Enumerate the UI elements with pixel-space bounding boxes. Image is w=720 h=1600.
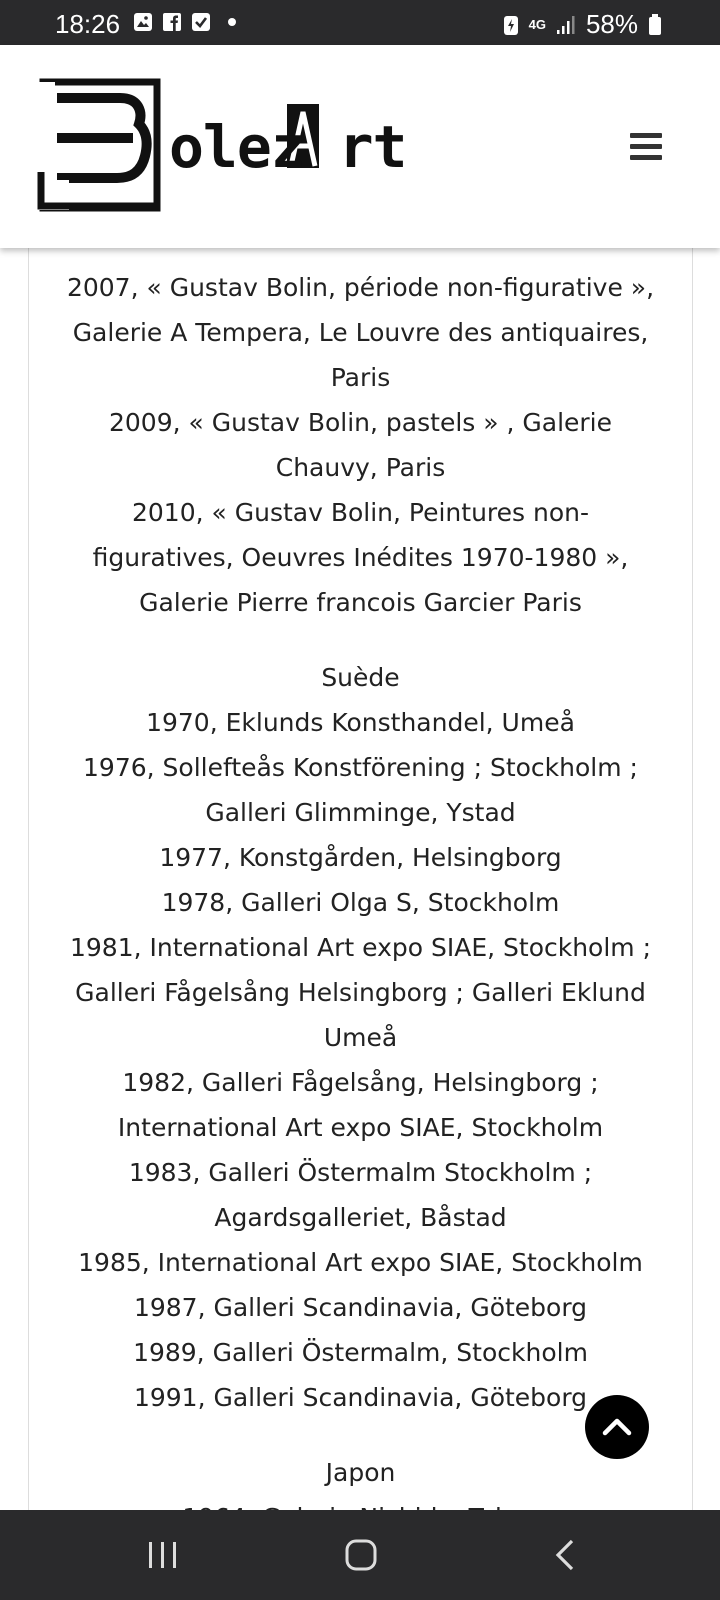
- logo-wordmark: olez rt: [169, 113, 407, 181]
- chevron-up-icon: [585, 1395, 649, 1459]
- checkbox-icon: [191, 12, 211, 32]
- hamburger-menu-icon[interactable]: [630, 133, 664, 161]
- status-bar: [0, 0, 720, 45]
- home-button[interactable]: [342, 1538, 382, 1572]
- list-item: 1981, International Art expo SIAE, Stockholm ; Galleri Fågelsång Helsingborg ; Galleri Eklund Umeå: [69, 933, 652, 1052]
- scroll-to-top-button[interactable]: [585, 1395, 649, 1459]
- back-button[interactable]: [548, 1538, 588, 1572]
- list-item: 2007, « Gustav Bolin, période non-figurative », Galerie A Tempera, Le Louvre des antiquaires, Paris: [66, 273, 655, 392]
- list-item: 2010, « Gustav Bolin, Peintures non-figuratives, Oeuvres Inédites 1970-1980 », Galerie Pierre francois Garcier Paris: [92, 498, 629, 617]
- exhibitions-list: [29, 220, 692, 1540]
- section-heading-sweden: Suède: [321, 663, 400, 692]
- battery-percent: 58%: [585, 9, 638, 39]
- home-icon: [342, 1538, 382, 1572]
- list-item: 1985, International Art expo SIAE, Stockholm: [78, 1248, 643, 1277]
- list-item: 1978, Galleri Olga S, Stockholm: [161, 888, 560, 917]
- list-item: 1976, Sollefteås Konstförening ; Stockholm ; Galleri Glimminge, Ystad: [83, 753, 638, 827]
- battery-saver-icon: [503, 14, 519, 36]
- status-time: 18:26: [55, 9, 121, 39]
- site-logo[interactable]: [35, 80, 407, 215]
- facebook-icon: [162, 12, 182, 32]
- battery-icon: [648, 14, 662, 36]
- list-item: 1982, Galleri Fågelsång, Helsingborg ; International Art expo SIAE, Stockholm: [117, 1068, 604, 1142]
- gallery-icon: [133, 12, 153, 32]
- notification-icons: [133, 12, 236, 32]
- network-type: 4G: [528, 17, 546, 32]
- list-item: 1987, Galleri Scandinavia, Göteborg: [133, 1293, 588, 1322]
- list-item: 1977, Konstgården, Helsingborg: [159, 843, 562, 872]
- recent-apps-button[interactable]: [143, 1538, 183, 1572]
- list-item: 1970, Eklunds Konsthandel, Umeå: [146, 708, 575, 737]
- status-right: [503, 9, 662, 40]
- recent-apps-icon: [143, 1538, 183, 1572]
- content-card: [28, 248, 693, 1510]
- system-nav-bar: [0, 1510, 720, 1600]
- list-item: 1989, Galleri Östermalm, Stockholm: [133, 1338, 588, 1367]
- back-icon: [548, 1538, 588, 1572]
- site-header: [0, 45, 720, 248]
- list-item: 1983, Galleri Östermalm Stockholm ; Agardsgalleriet, Båstad: [128, 1158, 593, 1232]
- section-heading-japan: Japon: [325, 1458, 396, 1487]
- list-item: 1991, Galleri Scandinavia, Göteborg: [133, 1383, 588, 1412]
- signal-icon: [556, 15, 576, 35]
- list-item: 2009, « Gustav Bolin, pastels » , Galerie Chauvy, Paris: [108, 408, 612, 482]
- dot-icon: [228, 18, 236, 26]
